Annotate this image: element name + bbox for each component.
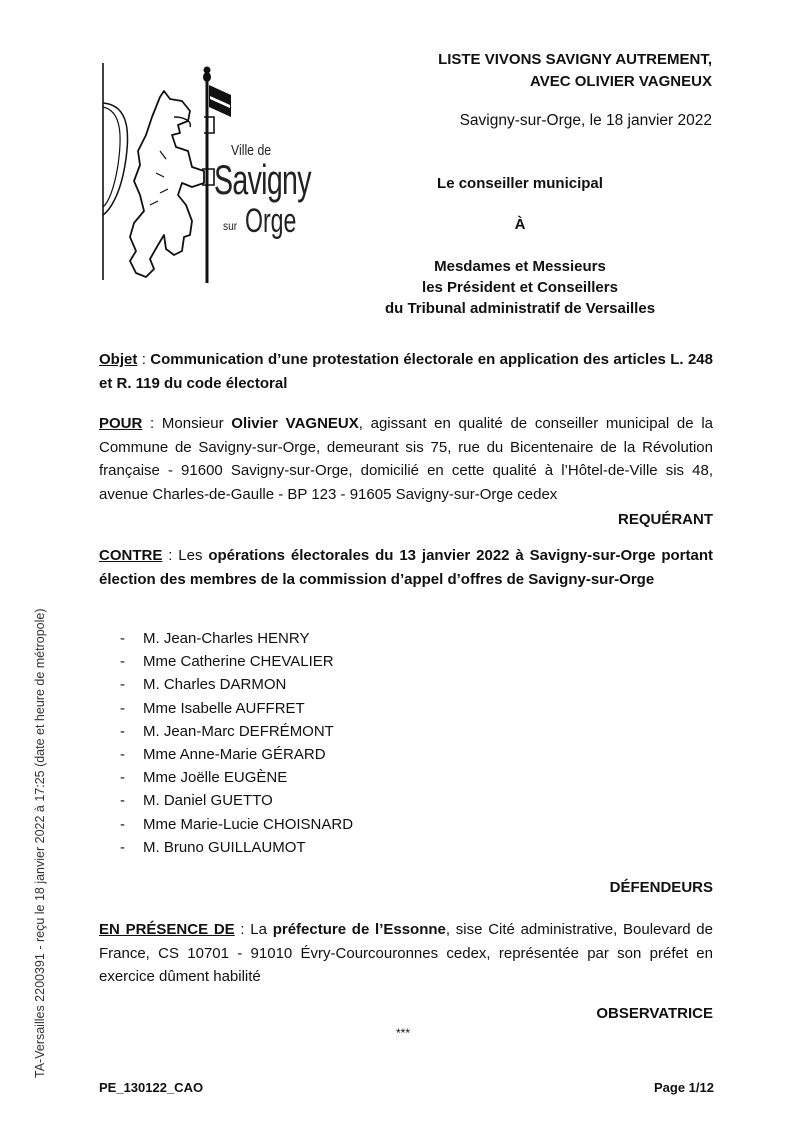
sender-line-2: AVEC OLIVIER VAGNEUX <box>530 73 712 90</box>
list-item: - M. Jean-Charles HENRY <box>120 630 310 647</box>
document-reference: PE_130122_CAO <box>99 1080 204 1095</box>
logo-text-sur: sur <box>223 219 238 233</box>
observer-name: préfecture de l’Essonne <box>272 921 446 938</box>
defendants-list <box>120 627 353 859</box>
role-requerant: REQUÉRANT <box>617 511 713 528</box>
section-separator: *** <box>396 1026 411 1040</box>
pour-text: , agissant en qualité de conseiller municipal de la Commune de Savigny-sur-Orge, demeurant sis 75, rue du Bicentenaire de la Révolution française - 91600 Savigny-sur-Orge, domicilié en cette qualité à l’Hôtel-de-Ville sis 48, avenue Charles-de-Gaulle - BP 123 - 91605 Savigny-sur-Orge cedex <box>99 415 713 503</box>
pour-label: POUR <box>99 415 143 432</box>
sender-line-1: LISTE VIVONS SAVIGNY AUTREMENT, <box>438 51 712 68</box>
list-item: - Mme Joëlle EUGÈNE <box>120 769 288 787</box>
recipient-line-1: Mesdames et Messieurs <box>434 258 606 275</box>
page-number: Page 1/12 <box>654 1080 714 1095</box>
contre-text: opérations électorales du 13 janvier 2022 à Savigny-sur-Orge portant élection des membres de la commission d’appel d’offres de Savigny-sur-Orge <box>99 547 713 588</box>
recipient-line-2: les Président et Conseillers <box>422 279 618 296</box>
city-logo <box>100 55 320 285</box>
objet-label: Objet <box>99 351 138 368</box>
recipient-line-3: du Tribunal administratif de Versailles <box>384 300 656 317</box>
list-item: - M. Jean-Marc DEFRÉMONT <box>120 722 334 740</box>
presence-paragraph: EN PRÉSENCE DE : La préfecture de l’Essonne, sise Cité administrative, Boulevard de France, CS 10701 - 91010 Évry-Courcouronnes cedex, représentée par son préfet en exercice dûment habilité <box>99 921 713 985</box>
list-item: - M. Daniel GUETTO <box>120 792 273 810</box>
presence-text: , sise Cité administrative, Boulevard de France, CS 10701 - 91010 Évry-Courcouronnes cedex, représentée par son préfet en exercice dûment habilité <box>99 921 713 985</box>
requerant-name: Olivier VAGNEUX <box>231 415 359 432</box>
court-receipt-stamp: TA-Versailles 2200391 - reçu le 18 janvier 2022 à 17:25 (date et heure de métropole) <box>33 608 47 1078</box>
to-marker: À <box>514 216 526 233</box>
pour-paragraph: POUR : Monsieur Olivier VAGNEUX, agissant en qualité de conseiller municipal de la Commune de Savigny-sur-Orge, demeurant sis 75, rue du Bicentenaire de la Révolution française - 91600 Savigny-sur-Orge, domicilié en cette qualité à l’Hôtel-de-Ville sis 48, avenue Charles-de-Gaulle - BP 123 - 91605 Savigny-sur-Orge cedex <box>99 415 713 503</box>
logo-text-savigny: Savigny <box>214 156 311 203</box>
list-item: - Mme Anne-Marie GÉRARD <box>120 745 326 763</box>
list-item: - Mme Marie-Lucie CHOISNARD <box>120 815 354 833</box>
contre-paragraph: CONTRE : Les opérations électorales du 13 janvier 2022 à Savigny-sur-Orge portant élection des membres de la commission d’appel d’offres de Savigny-sur-Orge <box>99 547 713 588</box>
list-item: - M. Charles DARMON <box>120 676 287 694</box>
logo-text-orge: Orge <box>245 202 297 240</box>
role-defendeurs: DÉFENDEURS <box>609 879 713 896</box>
presence-label: EN PRÉSENCE DE <box>99 921 235 938</box>
place-date: Savigny-sur-Orge, le 18 janvier 2022 <box>459 112 712 129</box>
objet-text: Communication d’une protestation électorale en application des articles L. 248 et R. 119 du code électoral <box>99 351 713 392</box>
from-line: Le conseiller municipal <box>437 175 603 192</box>
list-item: - Mme Isabelle AUFFRET <box>120 699 305 717</box>
objet-paragraph: Objet : Communication d’une protestation électorale en application des articles L. 248 et R. 119 du code électoral <box>99 351 713 392</box>
list-item: - Mme Catherine CHEVALIER <box>120 653 334 671</box>
contre-label: CONTRE <box>99 547 163 564</box>
role-observatrice: OBSERVATRICE <box>596 1005 713 1022</box>
logo-text-ville-de: Ville de <box>231 142 272 159</box>
list-item: - M. Bruno GUILLAUMOT <box>120 838 306 856</box>
